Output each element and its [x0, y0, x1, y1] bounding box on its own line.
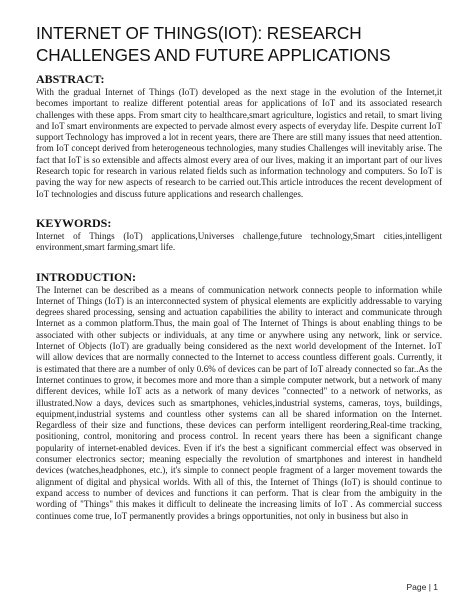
abstract-heading: ABSTRACT: [36, 72, 105, 86]
introduction-section [36, 270, 442, 522]
abstract-body: With the gradual Internet of Things (IoT) developed as the next stage in the evolution of the Internet,it becomes important to realize different potential areas for applications of IoT and its associated research challenges with these apps. From smart city to healthcare,smart agriculture, logistics and retail, to smart living and IoT smart environments are expected to pervade almost every aspects of everyday life. Despite current IoT support Technology has improved a lot in recent years, there are There are still many issues that need attention. from IoT concept derived from heterogeneous technologies, many studies Challenges will inevitably arise. The fact that IoT is so extensible and affects almost every area of our lives, making it an important part of our lives Research topic for research in various related fields such as information technology and computers. So IoT is paving the way for new aspects of research to be carried out.This article introduces the recent development of IoT technologies and discuss future applications and research challenges. [36, 87, 442, 199]
page-number: Page | 1 [406, 582, 438, 592]
abstract-section [36, 72, 442, 200]
keywords-heading: KEYWORDS: [36, 215, 112, 230]
keywords-body: Internet of Things (IoT) applications,Universes challenge,future technology,Smart cities,intelligent environment,smart farming,smart life. [36, 230, 442, 253]
keywords-section [36, 216, 442, 254]
introduction-body: The Internet can be described as a means of communication network connects people to information while Internet of Things (IoT) is an interconnected system of physical elements are explicitly addressable to varying degrees shared processing, sensing and actuation capabilities the ability to interact and communicate through Internet as a common platform.Thus, the main goal of The Internet of Things is about enabling things to be associated with other subjects or individuals, at any time or anywhere using any network, link or service. Internet of Objects (IoT) are gradually being considered as the next world development of the Internet. IoT will allow devices that are normally connected to the Internet to access countless different goals. Currently, it is estimated that there are a number of only 0.6% of devices can be part of IoT already connected so far..As the Internet continues to grow, it becomes more and more than a simple computer network, but a network of many different devices, while IoT acts as a network of many devices "connected" to a network of networks, as illustrated.Now a days, devices such as smartphones, vehicles,industrial systems, cameras, toys, buildings, equipment,industrial systems and countless other systems can all be shared information on the Internet. Regardless of their size and functions, these devices can perform intelligent reordering,Real-time tracking, positioning, control, monitoring and process control. In recent years there has been a significant change popularity of internet-enabled devices. Even if it's the best a significant commercial effect was observed in consumer electronics sector; meaning especially the revolution of smartphones and interest in handheld devices (watches,headphones, etc.), it's simple to connect people fragment of a larger movement towards the alignment of digital and physical worlds. With all of this, the Internet of Things (IoT) is should continue to expand access to number of devices and functions it can perform. That is clear from the ambiguity in the wording of "Things" this makes it difficult to delineate the increasing limits of IoT . As commercial success continues come true, IoT permanently provides a brings opportunities, not only in business but also in [36, 284, 442, 521]
introduction-heading: INTRODUCTION: [36, 269, 137, 284]
paper-title: INTERNET OF THINGS(IOT): RESEARCH CHALLENGES AND FUTURE APPLICATIONS [36, 23, 391, 65]
